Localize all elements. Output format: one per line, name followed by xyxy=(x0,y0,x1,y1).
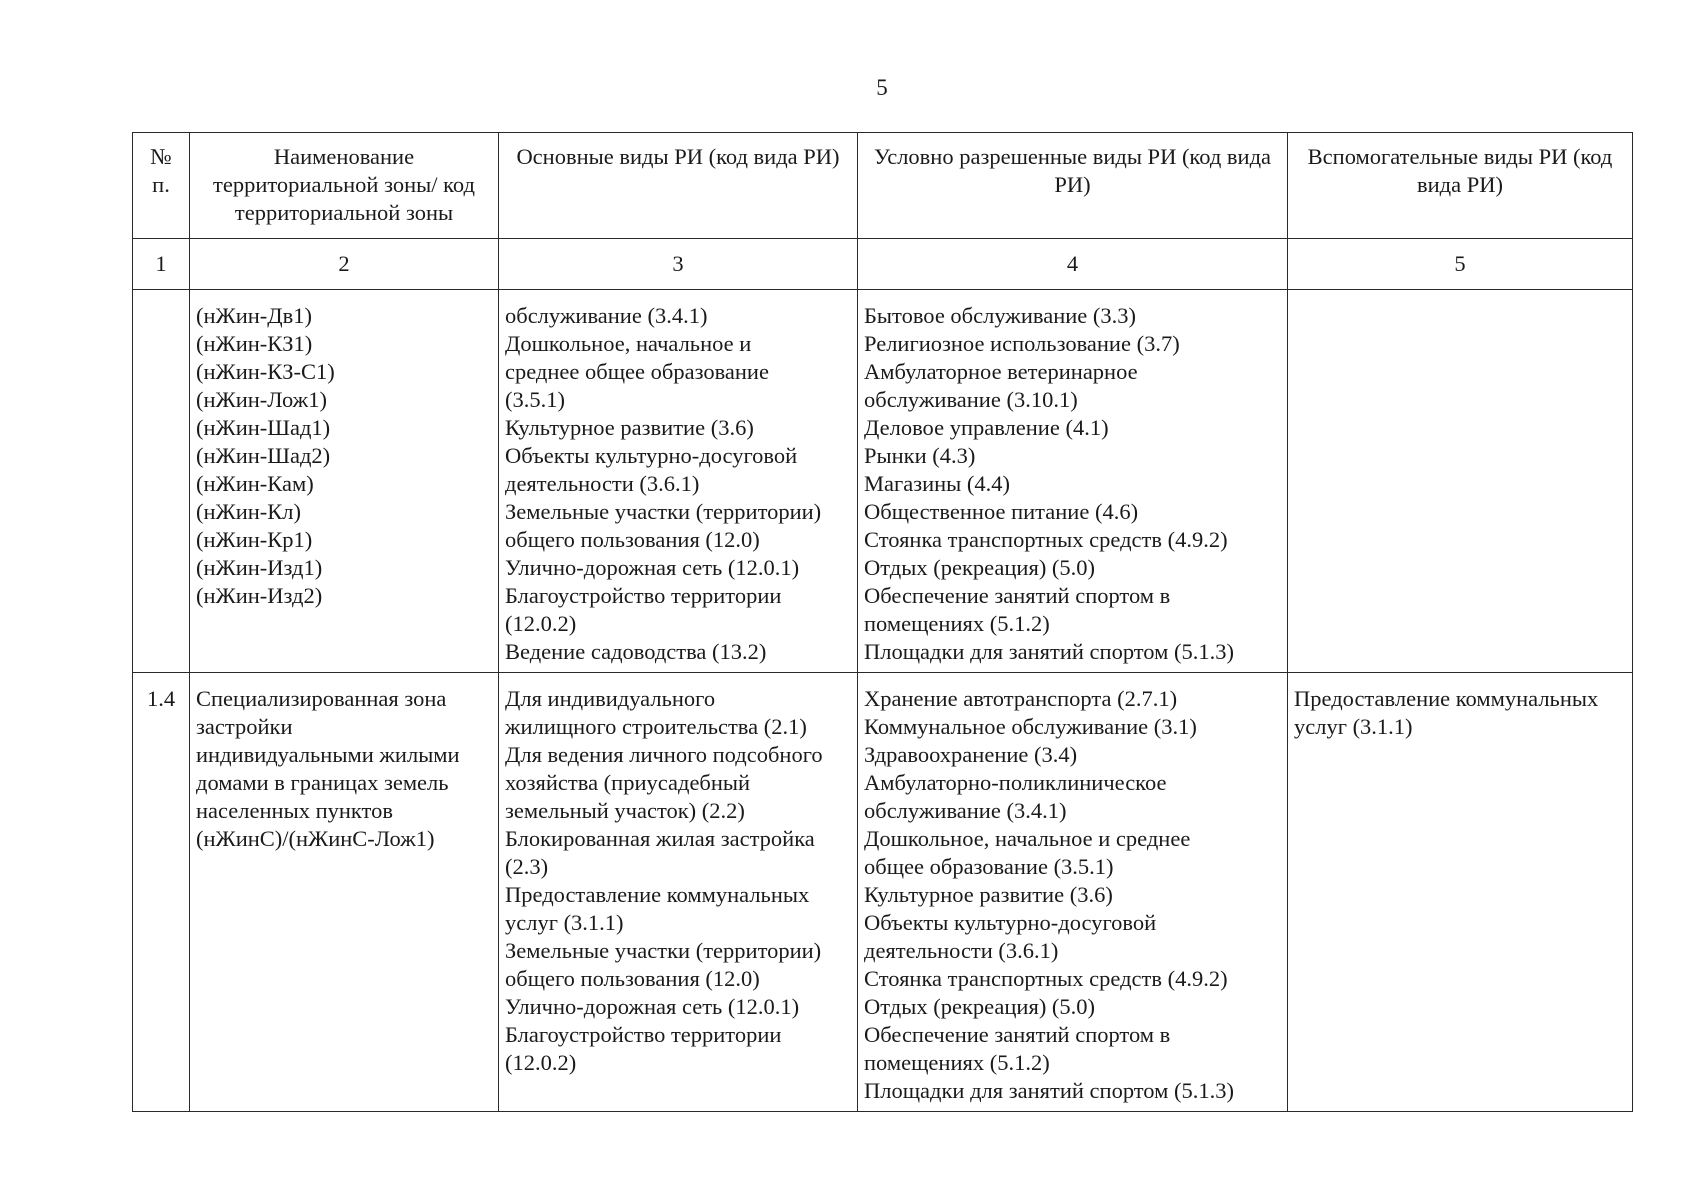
cell-text-line: хозяйства (приусадебный xyxy=(505,770,751,795)
cell-text-line: Коммунальное обслуживание (3.1) xyxy=(864,714,1197,739)
cell-text-line: Специализированная зона xyxy=(196,686,447,711)
cell-text-line: Обеспечение занятий спортом в xyxy=(864,1022,1171,1047)
cell-text-line: индивидуальными жилыми xyxy=(196,742,460,767)
cell-text-line: Амбулаторное ветеринарное xyxy=(864,359,1138,384)
cell-text-line: (нЖин-Шад1) xyxy=(196,415,331,440)
column-index-row xyxy=(133,239,1633,290)
cell-text-line: Благоустройство территории xyxy=(505,583,782,608)
cell-text-line: (нЖин-Кр1) xyxy=(196,527,313,552)
cell-text-line: Общественное питание (4.6) xyxy=(864,499,1139,524)
cell-text-line: (нЖин-Кл) xyxy=(196,499,301,524)
cell-text-line: Культурное развитие (3.6) xyxy=(864,882,1113,907)
cell-text-line: общего пользования (12.0) xyxy=(505,527,760,552)
cell-text-line: общего пользования (12.0) xyxy=(505,966,760,991)
cell-text-line: Площадки для занятий спортом (5.1.3) xyxy=(864,1078,1234,1103)
cell-text-line: (нЖин-Лож1) xyxy=(196,387,327,412)
cell-text-line: (нЖин-Дв1) xyxy=(196,303,312,328)
table-body xyxy=(133,290,1633,1112)
cell-text-line: услуг (3.1.1) xyxy=(505,910,624,935)
cell-text-line: Земельные участки (территории) xyxy=(505,938,822,963)
cell-text-line: Амбулаторно-поликлиническое xyxy=(864,770,1167,795)
auxiliary-uses-cell xyxy=(1288,290,1633,673)
cell-text-line: Деловое управление (4.1) xyxy=(864,415,1109,440)
cell-text-line: домами в границах земель xyxy=(196,770,449,795)
cell-text-line: Культурное развитие (3.6) xyxy=(505,415,754,440)
cell-text-line: Религиозное использование (3.7) xyxy=(864,331,1180,356)
cell-text-line: Объекты культурно-досуговой xyxy=(505,443,798,468)
cell-text-line: (нЖин-Шад2) xyxy=(196,443,331,468)
zoning-table xyxy=(132,132,1633,1112)
cell-text-line: Обеспечение занятий спортом в xyxy=(864,583,1171,608)
conditional-uses-cell xyxy=(858,673,1288,1112)
column-index: 5 xyxy=(1288,239,1633,290)
conditional-uses-cell xyxy=(858,290,1288,673)
cell-text-line: (3.5.1) xyxy=(505,387,565,412)
cell-text-line: Предоставление коммунальных xyxy=(1294,686,1599,711)
table-row xyxy=(133,290,1633,673)
header-conditional-uses: Условно разрешенные виды РИ (код вида РИ) xyxy=(858,133,1288,239)
cell-text-line: Объекты культурно-досуговой xyxy=(864,910,1157,935)
cell-text-line: помещениях (5.1.2) xyxy=(864,611,1050,636)
cell-text-line: земельный участок) (2.2) xyxy=(505,798,745,823)
cell-text-line: Площадки для занятий спортом (5.1.3) xyxy=(864,639,1234,664)
cell-text-line: обслуживание (3.4.1) xyxy=(864,798,1067,823)
column-index: 3 xyxy=(499,239,858,290)
row-number-cell xyxy=(133,290,190,673)
auxiliary-uses-cell xyxy=(1288,673,1633,1112)
cell-text-line: среднее общее образование xyxy=(505,359,769,384)
cell-text-line: Ведение садоводства (13.2) xyxy=(505,639,767,664)
cell-text-line: Для индивидуального xyxy=(505,686,716,711)
cell-text-line: Рынки (4.3) xyxy=(864,443,976,468)
header-zone-name: Наименование территориальной зоны/ код территориальной зоны xyxy=(190,133,499,239)
cell-text-line: Стоянка транспортных средств (4.9.2) xyxy=(864,966,1228,991)
cell-text-line: Здравоохранение (3.4) xyxy=(864,742,1078,767)
cell-text-line: (нЖин-Изд1) xyxy=(196,555,323,580)
cell-text-line: деятельности (3.6.1) xyxy=(505,471,700,496)
cell-text-line: (12.0.2) xyxy=(505,1050,577,1075)
main-uses-cell xyxy=(499,290,858,673)
column-index: 2 xyxy=(190,239,499,290)
cell-text-line: Блокированная жилая застройка xyxy=(505,826,815,851)
column-index: 4 xyxy=(858,239,1288,290)
cell-text-line: Улично-дорожная сеть (12.0.1) xyxy=(505,994,800,1019)
table-header-row xyxy=(133,133,1633,239)
cell-text-line: Магазины (4.4) xyxy=(864,471,1011,496)
cell-text-line: Отдых (рекреация) (5.0) xyxy=(864,994,1096,1019)
cell-text-line: (нЖин-КЗ-С1) xyxy=(196,359,335,384)
cell-text-line: помещениях (5.1.2) xyxy=(864,1050,1050,1075)
cell-text-line: Дошкольное, начальное и среднее xyxy=(864,826,1191,851)
zone-name-cell xyxy=(190,673,499,1112)
cell-text-line: обслуживание (3.4.1) xyxy=(505,303,708,328)
page-number: 5 xyxy=(876,75,888,100)
cell-text-line: деятельности (3.6.1) xyxy=(864,938,1059,963)
cell-text-line: (2.3) xyxy=(505,854,549,879)
cell-text-line: Предоставление коммунальных xyxy=(505,882,810,907)
table-row xyxy=(133,673,1633,1112)
main-uses-cell xyxy=(499,673,858,1112)
cell-text-line: (12.0.2) xyxy=(505,611,577,636)
cell-text-line: (нЖинС)/(нЖинС-Лож1) xyxy=(196,826,435,851)
header-number: № п. xyxy=(133,133,190,239)
cell-text-line: Благоустройство территории xyxy=(505,1022,782,1047)
cell-text-line: (нЖин-Изд2) xyxy=(196,583,323,608)
cell-text-line: Земельные участки (территории) xyxy=(505,499,822,524)
cell-text-line: Хранение автотранспорта (2.7.1) xyxy=(864,686,1178,711)
cell-text-line: Стоянка транспортных средств (4.9.2) xyxy=(864,527,1228,552)
cell-text-line: Улично-дорожная сеть (12.0.1) xyxy=(505,555,800,580)
cell-text-line: застройки xyxy=(196,714,293,739)
cell-text-line: жилищного строительства (2.1) xyxy=(505,714,807,739)
row-number-cell: 1.4 xyxy=(133,673,190,1112)
cell-text-line: Для ведения личного подсобного xyxy=(505,742,823,767)
cell-text-line: (нЖин-Кам) xyxy=(196,471,314,496)
cell-text-line: (нЖин-КЗ1) xyxy=(196,331,313,356)
zone-name-cell xyxy=(190,290,499,673)
cell-text-line: общее образование (3.5.1) xyxy=(864,854,1114,879)
header-auxiliary-uses: Вспомогательные виды РИ (код вида РИ) xyxy=(1288,133,1633,239)
header-main-uses: Основные виды РИ (код вида РИ) xyxy=(499,133,858,239)
cell-text-line: Дошкольное, начальное и xyxy=(505,331,752,356)
cell-text-line: населенных пунктов xyxy=(196,798,393,823)
cell-text-line: Бытовое обслуживание (3.3) xyxy=(864,303,1136,328)
cell-text-line: обслуживание (3.10.1) xyxy=(864,387,1078,412)
column-index: 1 xyxy=(133,239,190,290)
cell-text-line: услуг (3.1.1) xyxy=(1294,714,1413,739)
cell-text-line: Отдых (рекреация) (5.0) xyxy=(864,555,1096,580)
